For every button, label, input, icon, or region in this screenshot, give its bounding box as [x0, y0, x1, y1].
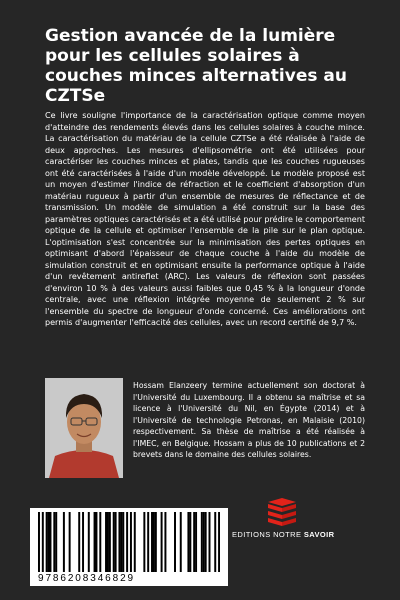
- isbn-barcode: [30, 508, 228, 586]
- barcode-bar: [161, 512, 163, 572]
- barcode-bar: [195, 512, 197, 572]
- barcode-bar: [42, 512, 44, 572]
- barcode-bar: [193, 512, 195, 572]
- barcode-bars: [38, 512, 220, 572]
- barcode-bar: [143, 512, 145, 572]
- barcode-bar: [78, 512, 80, 572]
- barcode-bar: [122, 512, 124, 572]
- barcode-bar: [88, 512, 90, 572]
- barcode-bar: [147, 512, 149, 572]
- barcode-bar: [38, 512, 40, 572]
- barcode-bar: [120, 512, 122, 572]
- barcode-bar: [82, 512, 84, 572]
- barcode-bar: [201, 512, 203, 572]
- barcode-bar: [130, 512, 132, 572]
- barcode-bar: [153, 512, 155, 572]
- book-abstract: Ce livre souligne l'importance de la caractérisation optique comme moyen d'atteindre des rendements élevés dans les cellules solaires à couche mince. La caractérisation du matériau de la cellule CZTSe a été réalisée à l'aide de deux approches. Les mesures d'ellipsométrie ont été utilisées pour caractériser les couches minces et plates, tandis que les couches rugueuses ont été caractérisées à l'aide d'un modèle développé. Le modèle proposé est un moyen d'estimer l'indice de réfraction et le coefficient d'absorption d'un matériau rugueux à partir d'un ensemble de mesures de réflectance et de transmission. Un modèle de simulation a été construit sur la base des paramètres optiques caractérisés et a été utilisé pour prédire le comportement optique de la cellule et optimiser l'ensemble de la pile sur le plan optique. L'optimisation s'est concentrée sur la minimisation des pertes optiques en optimisant d'abord l'épaisseur de chaque couche à l'aide du modèle de simulation construit et en optimisant ensuite la performance optique à l'aide d'un revêtement antireflet (ARC). Les valeurs de réflexion sont passées d'environ 10 % à des valeurs aussi faibles que 0,45 % à la longueur d'onde centrale, avec une réflexion intégrée moyenne de seulement 2 % sur l'ensemble du spectre de longueur d'onde concerné. Ces améliorations ont permis d'augmenter l'efficacité des cellules, avec un record certifié de 9,7 %.: [45, 111, 365, 327]
- author-photo: [45, 378, 123, 478]
- barcode-bar: [205, 512, 207, 572]
- barcode-bar: [180, 512, 182, 572]
- barcode-bar: [115, 512, 117, 572]
- barcode-bar: [109, 512, 111, 572]
- barcode-bar: [49, 512, 51, 572]
- barcode-bar: [94, 512, 96, 572]
- publisher-name-bold: SAVOIR: [303, 530, 335, 539]
- author-biography: Hossam Elanzeery termine actuellement son doctorat à l'Université du Luxembourg. Il a obtenu sa maîtrise et sa licence à l'Université du Nil, en Égypte (2014) et à l'Université de technologie Petronas, en Malaisie (2010) respectivement. Sa thèse de maîtrise a été réalisée à l'IMEC, en Belgique. Hossam a plus de 10 publications et 2 brevets dans le domaine des cellules solaires.: [133, 381, 365, 459]
- barcode-bar: [113, 512, 115, 572]
- barcode-bar: [187, 512, 189, 572]
- isbn-number: 9786208346829: [38, 573, 135, 584]
- publisher-name-regular: EDITIONS NOTRE: [232, 530, 304, 539]
- barcode-bar: [69, 512, 71, 572]
- barcode-bar: [189, 512, 191, 572]
- barcode-bar: [214, 512, 216, 572]
- barcode-bar: [126, 512, 128, 572]
- barcode-bar: [63, 512, 65, 572]
- book-title: Gestion avancée de la lumière pour les cellules solaires à couches minces alternatives au CZTSe: [45, 26, 347, 106]
- book-stack-icon: [264, 498, 300, 526]
- publisher-logo: [232, 498, 335, 554]
- publisher-name: [232, 530, 335, 539]
- barcode-bar: [53, 512, 55, 572]
- barcode-bar: [134, 512, 136, 572]
- barcode-bar: [203, 512, 205, 572]
- barcode-bar: [118, 512, 120, 572]
- barcode-bar: [48, 512, 50, 572]
- barcode-bar: [209, 512, 211, 572]
- barcode-bar: [107, 512, 109, 572]
- barcode-bar: [218, 512, 220, 572]
- barcode-bar: [46, 512, 48, 572]
- barcode-bar: [155, 512, 157, 572]
- barcode-bar: [95, 512, 97, 572]
- barcode-bar: [151, 512, 153, 572]
- barcode-bar: [99, 512, 101, 572]
- barcode-bar: [174, 512, 176, 572]
- barcode-bar: [105, 512, 107, 572]
- barcode-bar: [164, 512, 166, 572]
- barcode-bar: [55, 512, 57, 572]
